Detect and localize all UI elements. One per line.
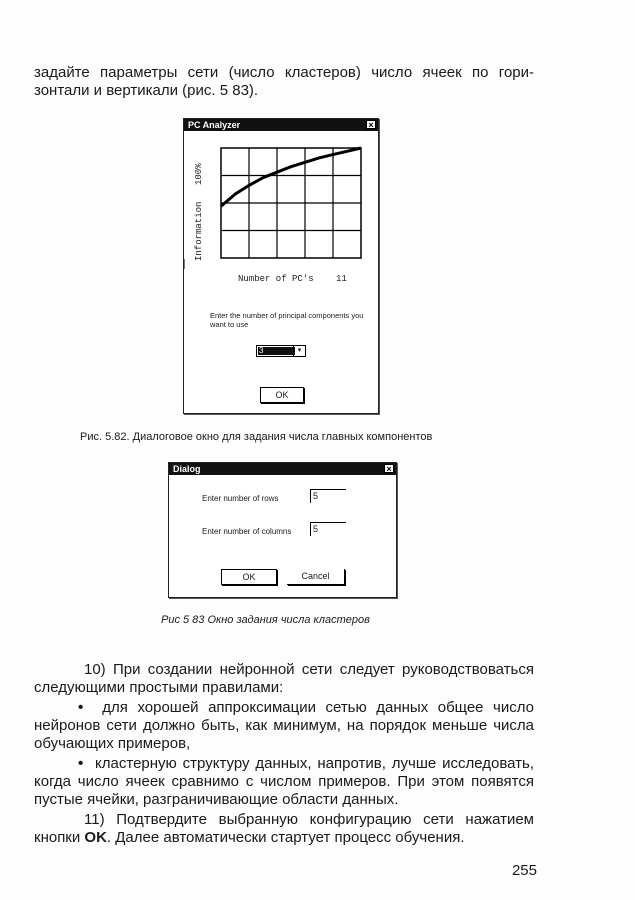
- dialog-ok-button[interactable]: OK: [221, 569, 277, 585]
- close-icon[interactable]: ×: [384, 464, 394, 473]
- dialog-window: [168, 462, 397, 598]
- columns-label: Enter number of columns: [202, 527, 292, 536]
- bullet-icon: •: [78, 755, 84, 772]
- figure-5-82-caption: Рис. 5.82. Диалоговое окно для задания числа главных компонентов: [80, 431, 433, 443]
- chart-y-max-label: 100%: [194, 163, 204, 185]
- pc-count-value: 3: [258, 347, 295, 355]
- chart-x-axis-label: Number of PC's: [238, 274, 314, 284]
- paragraph-11-text-end: . Далее автоматически стартует процесс обучения.: [106, 829, 465, 846]
- bullet-item-2-text: кластерную структуру данных, напротив, лучше исследовать, когда число ячеек сравнимо с числом примеров. При этом появятся пустые ячейки, разграничивающие области данных.: [34, 755, 534, 808]
- bullet-icon: •: [78, 699, 84, 716]
- chart-y-axis-label: Information: [194, 201, 204, 261]
- ok-bold-term: OK: [84, 829, 107, 846]
- pc-analyzer-window: [183, 118, 379, 414]
- intro-line-1: задайте параметры сети (число кластеров) число ячеек по гори-: [34, 64, 534, 81]
- bullet-item-1: [34, 699, 534, 753]
- columns-input[interactable]: 5: [310, 522, 346, 536]
- paragraph-11-text-start: 11) Подтвердите выбранную конфигурацию сети нажатием кнопки: [34, 811, 534, 846]
- figure-5-83-caption: Рис 5 83 Окно задания числа кластеров: [161, 614, 370, 626]
- dialog-title: Dialog: [173, 464, 201, 474]
- dialog-titlebar: [169, 463, 396, 475]
- paragraph-11: [34, 811, 534, 847]
- close-icon[interactable]: ×: [366, 120, 376, 129]
- chart-x-max-label: 11: [336, 274, 347, 284]
- bullet-item-2: [34, 755, 534, 809]
- bullet-item-1-text: для хорошей аппроксимации сетью данных общее число нейронов сети должно быть, как минимум, на порядок меньше числа обучающих примеров,: [34, 699, 534, 752]
- rows-label: Enter number of rows: [202, 494, 279, 503]
- intro-line-2: зонтали и вертикали (рис. 5 83).: [34, 82, 259, 99]
- pc-analyzer-titlebar: [184, 119, 378, 131]
- chevron-down-icon[interactable]: ▾: [293, 346, 305, 356]
- pc-ok-button[interactable]: OK: [260, 387, 304, 403]
- pc-count-select[interactable]: [256, 345, 306, 357]
- dialog-cancel-button[interactable]: Cancel: [287, 569, 345, 585]
- pc-analyzer-title: PC Analyzer: [188, 120, 241, 130]
- pc-prompt-text: Enter the number of principal components you want to use: [210, 311, 364, 329]
- rows-input[interactable]: 5: [310, 489, 346, 503]
- paragraph-10: 10) При создании нейронной сети следует руководствоваться следующими простыми правилами:: [34, 661, 534, 696]
- page-number: 255: [511, 862, 537, 879]
